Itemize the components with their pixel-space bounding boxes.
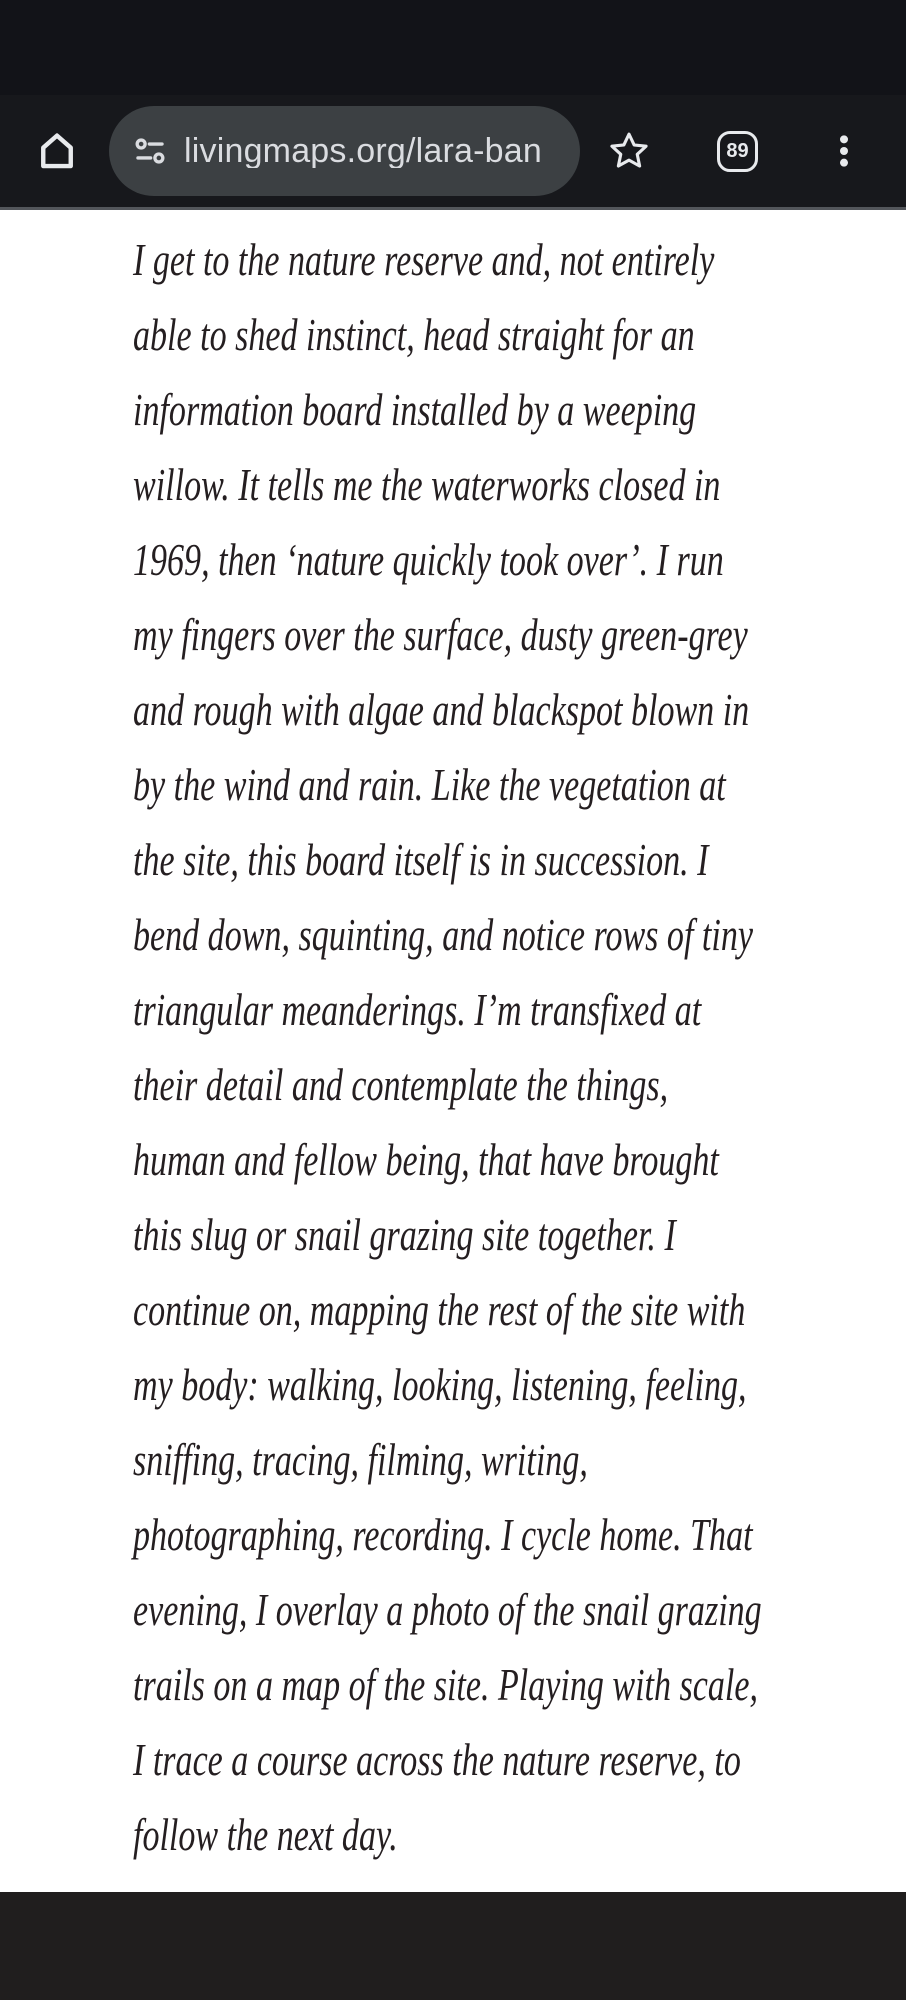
text-line: human and fellow being, that have brought <box>133 1134 719 1185</box>
tab-count: 89 <box>726 139 749 162</box>
url-text: livingmaps.org/lara-ban <box>184 134 542 168</box>
home-icon <box>35 129 79 173</box>
text-line: willow. It tells me the waterworks closed in <box>133 459 721 510</box>
text-line: triangular meanderings. I’m transfixed at <box>133 984 702 1035</box>
text-line: evening, I overlay a photo of the snail grazing <box>133 1584 762 1635</box>
text-line: by the wind and rain. Like the vegetation at <box>133 759 726 810</box>
text-line: my body: walking, looking, listening, feeling, <box>133 1359 747 1410</box>
text-line: I trace a course across the nature reserve, to <box>133 1734 741 1785</box>
text-line: information board installed by a weeping <box>133 384 697 435</box>
menu-button[interactable] <box>824 131 864 171</box>
text-line: photographing, recording. I cycle home. That <box>133 1509 753 1560</box>
bottom-system-bar <box>0 1892 906 2000</box>
text-line: sniffing, tracing, filming, writing, <box>133 1434 588 1485</box>
bookmark-button[interactable] <box>607 129 651 173</box>
browser-toolbar <box>0 95 906 207</box>
text-line: follow the next day. <box>133 1809 398 1860</box>
text-line: I get to the nature reserve and, not entirely <box>133 234 715 285</box>
text-line: their detail and contemplate the things, <box>133 1059 669 1110</box>
text-line: continue on, mapping the rest of the site with <box>133 1284 746 1335</box>
text-line: able to shed instinct, head straight for an <box>133 309 695 360</box>
url-bar[interactable] <box>109 106 580 196</box>
status-bar <box>0 0 906 95</box>
text-line: the site, this board itself is in succession. I <box>133 834 709 885</box>
text-line: this slug or snail grazing site together. I <box>133 1209 676 1260</box>
home-button[interactable] <box>35 129 79 173</box>
kebab-menu-icon <box>824 131 864 171</box>
page-content <box>0 210 906 1892</box>
text-line: and rough with algae and blackspot blown in <box>133 684 750 735</box>
text-line: bend down, squinting, and notice rows of tiny <box>133 909 753 960</box>
bookmark-star-icon <box>607 129 651 173</box>
tab-switcher-button[interactable] <box>717 131 758 172</box>
text-line: my fingers over the surface, dusty green-grey <box>133 609 748 660</box>
toolbar-actions <box>607 129 864 173</box>
text-block <box>0 210 906 1872</box>
site-info-icon[interactable] <box>131 132 169 170</box>
text-line: trails on a map of the site. Playing with scale, <box>133 1659 758 1710</box>
text-line: 1969, then ‘nature quickly took over’. I run <box>133 534 724 585</box>
